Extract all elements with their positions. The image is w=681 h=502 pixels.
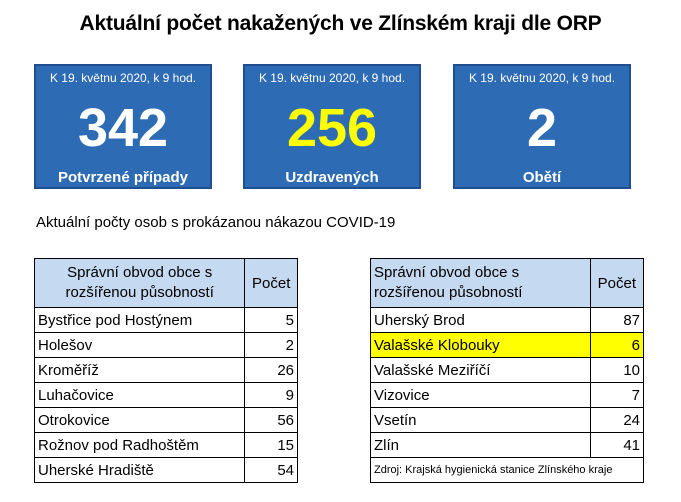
confirmed-cases-card <box>34 64 212 189</box>
table-header-row <box>371 259 644 308</box>
confirmed-cases-label: Potvrzené případy <box>57 169 189 186</box>
table-row <box>35 408 298 433</box>
table-row <box>371 383 644 408</box>
table-header-row <box>35 259 298 308</box>
district-count: 10 <box>590 358 643 383</box>
district-name: Luhačovice <box>35 383 245 408</box>
card-date: K 19. květnu 2020, k 9 hod. <box>258 71 406 85</box>
district-name: Kroměříž <box>35 358 245 383</box>
district-name: Vsetín <box>371 408 591 433</box>
source-row <box>371 458 644 483</box>
table-row <box>371 358 644 383</box>
column-header-district <box>371 259 591 308</box>
orp-table-left <box>34 258 298 483</box>
table-row <box>35 358 298 383</box>
column-header-count: Počet <box>245 259 298 308</box>
table-row <box>371 408 644 433</box>
district-name: Holešov <box>35 333 245 358</box>
column-header-line1: Správní obvod obce s <box>67 264 213 281</box>
column-header-line2: rozšířenou působností <box>65 284 214 301</box>
district-count: 56 <box>245 408 298 433</box>
deaths-label: Obětí <box>522 169 562 186</box>
section-subtitle: Aktuální počty osob s prokázanou nákazou COVID-19 <box>36 214 396 231</box>
district-name: Otrokovice <box>35 408 245 433</box>
table-row <box>35 433 298 458</box>
district-count: 5 <box>245 308 298 333</box>
table-row <box>35 308 298 333</box>
district-count: 7 <box>590 383 643 408</box>
highlighted-table-row <box>371 333 644 358</box>
district-count: 24 <box>590 408 643 433</box>
table-row <box>35 333 298 358</box>
district-count: 87 <box>590 308 643 333</box>
district-name: Rožnov pod Radhoštěm <box>35 433 245 458</box>
district-count: 26 <box>245 358 298 383</box>
district-count: 9 <box>245 383 298 408</box>
district-count: 15 <box>245 433 298 458</box>
source-note: Zdroj: Krajská hygienická stanice Zlínského kraje <box>371 458 644 483</box>
district-name: Valašské Klobouky <box>371 333 591 358</box>
table-row <box>371 433 644 458</box>
district-count: 54 <box>245 458 298 483</box>
orp-table-right <box>370 258 644 483</box>
recovered-value: 256 <box>286 98 378 158</box>
column-header-line1: Správní obvod obce s <box>374 264 520 281</box>
district-name: Zlín <box>371 433 591 458</box>
column-header-count: Počet <box>590 259 643 308</box>
table-row <box>371 308 644 333</box>
district-count: 41 <box>590 433 643 458</box>
card-date: K 19. květnu 2020, k 9 hod. <box>468 71 616 85</box>
column-header-district <box>35 259 245 308</box>
district-name: Valašské Meziříčí <box>371 358 591 383</box>
district-name: Bystřice pod Hostýnem <box>35 308 245 333</box>
deaths-value: 2 <box>526 98 558 158</box>
recovered-label: Uzdravených <box>285 169 379 186</box>
district-name: Vizovice <box>371 383 591 408</box>
column-header-line2: rozšířenou působností <box>374 284 523 301</box>
district-count: 2 <box>245 333 298 358</box>
district-name: Uherské Hradiště <box>35 458 245 483</box>
deaths-card <box>453 64 631 189</box>
district-count: 6 <box>590 333 643 358</box>
recovered-card <box>243 64 421 189</box>
table-row <box>35 383 298 408</box>
district-name: Uherský Brod <box>371 308 591 333</box>
page-title: Aktuální počet nakažených ve Zlínském kraji dle ORP <box>79 12 602 35</box>
confirmed-cases-value: 342 <box>77 98 169 158</box>
table-row <box>35 458 298 483</box>
card-date: K 19. květnu 2020, k 9 hod. <box>49 71 197 85</box>
